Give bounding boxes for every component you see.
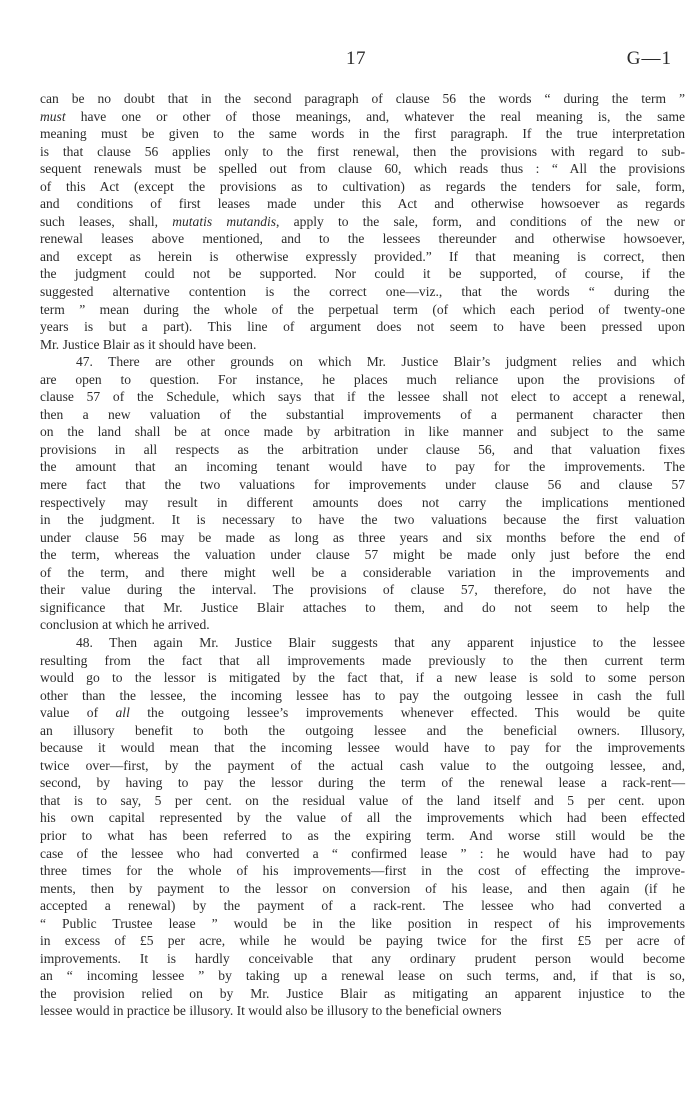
text-line: accepted a renewal) by the payment of a rack-rent. The lessee who had converted a [40,898,685,914]
text-line: and conditions of first leases made under this Act and otherwise howsoever as regards [40,196,685,212]
text-line: “ Public Trustee lease ” would be in the like position in respect of his improvements [40,915,685,931]
text-line: prior to what has been referred to as the expiring term. And worse still would be the [40,827,685,843]
body-text [40,90,685,1020]
text-line: mere fact that the two valuations for improvements under clause 56 and clause 57 [40,477,685,493]
page-number: 17 [346,48,366,69]
paragraph-48 [40,634,685,1020]
text-line: sequent renewals must be spelled out from clause 60, which reads thus : “ All the provisions [40,161,685,177]
text-line: renewal leases above mentioned, and to the lessees thereunder and otherwise howsoever, [40,231,685,247]
text-line: 47. There are other grounds on which Mr. Justice Blair’s judgment relies and which [76,354,685,370]
text-line: second, by having to pay the lessor during the term of the renewal lease a rack-rent— [40,775,685,791]
paragraph-47 [40,353,685,634]
text-line: suggested alternative contention is the correct one—viz., that the words “ during the [40,284,685,300]
paragraph-continuation [40,90,685,353]
text-line: can be no doubt that in the second paragraph of clause 56 the words “ during the term ” [40,91,685,106]
text-line: other than the lessee, the incoming lessee has to pay the outgoing lessee in cash the full [40,687,685,703]
text-line: case of the lessee who had converted a “ confirmed lease ” : he would have had to pay [40,845,685,861]
text-line: ments, then by payment to the lessor on conversion of his lease, and then again (if he [40,880,685,896]
text-line: are open to question. For instance, he places much reliance upon the provisions of [40,371,685,387]
text-line: in excess of £5 per acre, while he would be paying twice for the first £5 per acre of [40,933,685,949]
text-line: because it would mean that the incoming lessee would have to pay for the improvements [40,740,685,756]
running-head [40,48,672,72]
text-line: under clause 56 may be made as long as three years and six months before the end of [40,529,685,545]
text-line: such leases, shall, mutatis mutandis, apply to the sale, form, and conditions of the new or [40,213,686,229]
text-line: of the term, and there might well be a considerable variation in the improvements and [40,564,685,580]
text-line: then a new valuation of the substantial improvements of a permanent character then [40,406,685,422]
text-line: an “ incoming lessee ” by taking up a renewal lease on such terms, and, if that is so, [40,968,685,984]
text-line: 48. Then again Mr. Justice Blair suggests that any apparent injustice to the lessee [76,634,685,650]
document-reference: G—1 [626,48,672,69]
text-line: years is but a part). This line of argument does not seem to have been pressed upon [40,319,685,335]
text-line: the term, whereas the valuation under clause 57 might be made only just before the end [40,547,685,563]
text-line: is that clause 56 applies only to the first renewal, then the provisions with regard to sub- [40,143,685,159]
text-line: his own capital represented by the value of all the improvements which had been effected [40,810,685,826]
text-line: improvements. It is hardly conceivable that any ordinary prudent person would become [40,950,685,966]
text-line: clause 57 of the Schedule, which says that if the lessee shall not elect to accept a renewal, [40,389,685,405]
text-line: term ” mean during the whole of the perpetual term (of which each period of twenty-one [40,301,685,317]
text-line: conclusion at which he arrived. [40,617,210,633]
text-line: value of all the outgoing lessee’s improvements whenever effected. This would be quite [40,705,685,721]
text-line: of this Act (except the provisions as to cultivation) as regards the tenders for sale, form, [40,178,685,194]
text-line: an illusory benefit to both the outgoing lessee and the beneficial owners. Illusory, [40,722,685,738]
text-line: lessee would in practice be illusory. It would also be illusory to the beneficial owners [40,1003,502,1019]
text-line: and except as herein is otherwise expressly provided.” If that meaning is correct, then [40,248,685,264]
text-line: the provision relied on by Mr. Justice Blair as mitigating an apparent injustice to the [40,985,685,1001]
text-line: meaning must be given to the same words in the first paragraph. If the true interpretation [40,126,685,142]
text-line: the judgment could not be supported. Nor could it be supported, of course, if the [40,266,685,282]
text-line: twice over—first, by the payment of the actual cash value to the outgoing lessee, and, [40,757,685,773]
text-line: resulting from the fact that all improvements made previously to the then current term [40,652,685,668]
text-line: provisions in all respects as the arbitration under clause 56, and that valuation fixes [40,441,685,457]
text-line: their value during the interval. The provisions of clause 57, therefore, do not have the [40,582,685,598]
text-line: would go to the lessor is mitigated by the fact that, if a new lease is sold to some person [40,670,685,686]
text-line: that is to say, 5 per cent. on the residual value of the land itself and 5 per cent. upon [40,792,685,808]
text-line: significance that Mr. Justice Blair attaches to them, and do not seem to help the [40,599,685,615]
text-line: the amount that an incoming tenant would have to pay for the improvements. The [40,459,685,475]
text-line: Mr. Justice Blair as it should have been. [40,336,257,352]
text-line: in the judgment. It is necessary to have the two valuations because the first valuation [40,512,685,528]
text-line: three times for the whole of his improvements—first in the cost of effecting the improve- [40,863,685,879]
text-line: on the land shall be at once made by arbitration in like manner and subject to the same [40,424,685,440]
text-line: respectively may result in different amounts does not carry the implications mentioned [40,494,685,510]
text-line: must have one or other of those meanings, and, whatever the real meaning is, the same [40,108,685,124]
